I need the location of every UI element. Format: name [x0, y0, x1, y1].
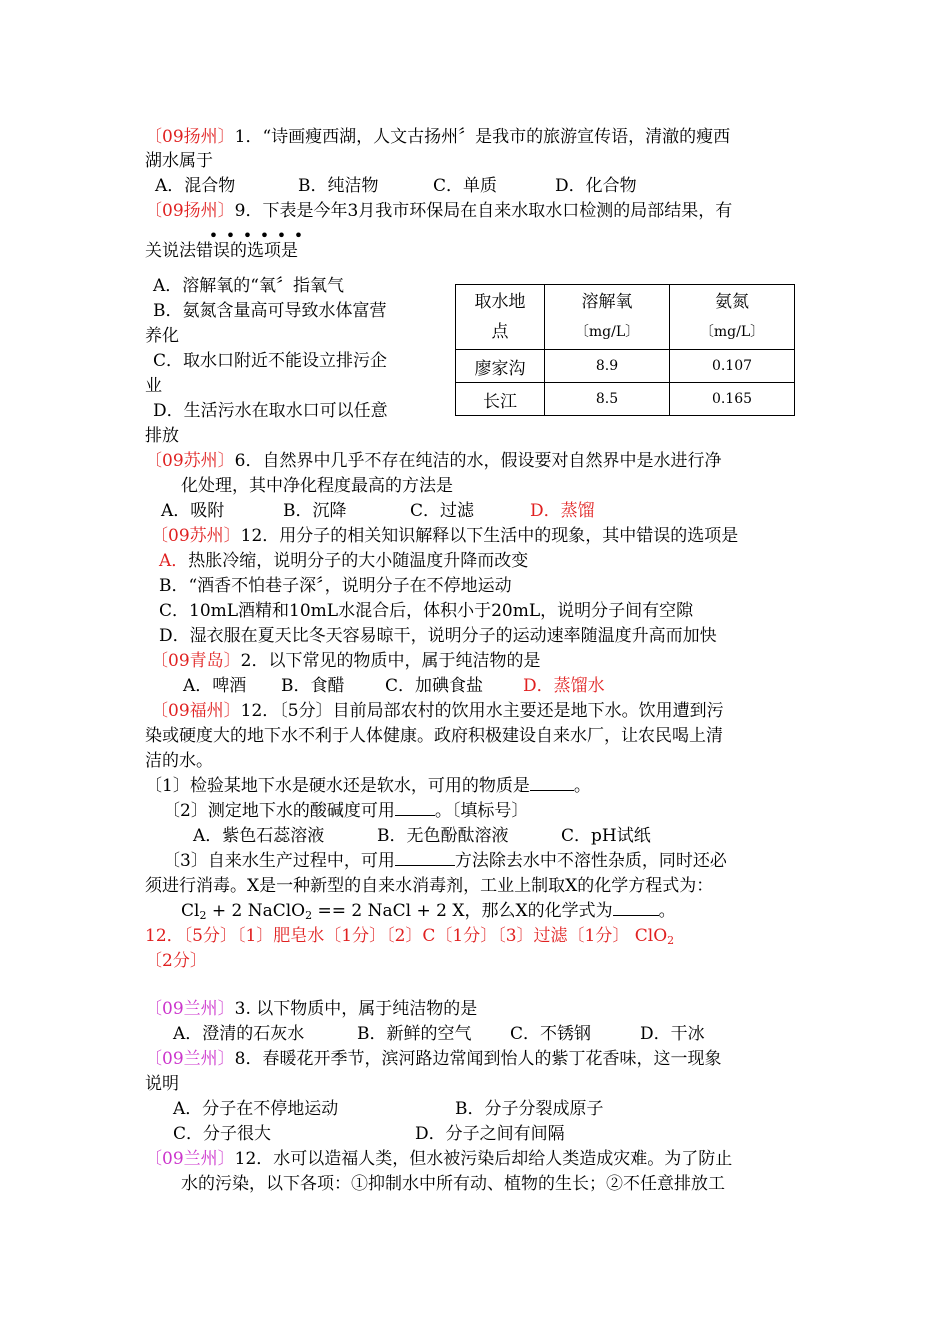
q2q-stem: 〔09青岛〕2．以下常见的物质中，属于纯洁物的是	[151, 651, 541, 671]
q8l-option-d: D．分子之间有间隔	[415, 1124, 565, 1144]
q3l-options	[173, 1023, 705, 1045]
q6-source: 〔09苏州〕	[145, 451, 235, 471]
header-ammonia: 氨氮 〔mg/L〕	[670, 285, 795, 350]
chemical-equation: $Cl_2 + 2$ NaClO$_2$ == 2 NaCl + 2 X，那么X的化学式为 。	[181, 901, 676, 922]
q12s-option-d: D．湿衣服在夏天比冬天容易晾干，说明分子的运动速率随温度升高而加快	[159, 626, 717, 646]
q9-option-b-line2: 养化	[145, 326, 179, 346]
q9-option-c-line1: C．取水口附近不能设立排污企	[153, 351, 388, 371]
header-oxygen: 溶解氧 〔mg/L〕	[545, 285, 670, 350]
cell-oxygen: 8.5	[545, 383, 670, 416]
q12f-option-c: C．pH试纸	[561, 826, 651, 846]
q3l-source: 〔09兰州〕	[145, 999, 235, 1019]
q2q-option-d: D．蒸馏水	[523, 676, 605, 696]
q1-option-c: C．单质	[433, 176, 498, 196]
q9-option-b-line1: B．氨氮含量高可导致水体富营	[153, 301, 387, 321]
q12f-option-b: B．无色酚酞溶液	[377, 826, 509, 846]
q2q-option-a: A．啤酒	[183, 676, 247, 696]
q8l-source: 〔09兰州〕	[145, 1049, 235, 1069]
q9-source: 〔09扬州〕	[145, 201, 235, 221]
q8l-option-c: C．分子很大	[173, 1124, 272, 1144]
q9-stem-line1: 〔09扬州〕9．下表是今年3月我市环保局在自来水取水口检测的局部结果，有	[145, 201, 733, 221]
cell-place: 长江	[456, 383, 545, 416]
q6-option-a: A．吸附	[161, 501, 225, 521]
q12l-stem-line2: 水的污染，以下各项：①抑制水中所有动、植物的生长；②不任意排放工	[181, 1174, 725, 1194]
q2q-option-c: C．加碘食盐	[385, 676, 484, 696]
q8l-stem-line1: 〔09兰州〕8．春暖花开季节，滨河路边常闻到怡人的紫丁花香味，这一现象	[145, 1049, 722, 1069]
q12f-stem-line2: 染或硬度大的地下水不利于人体健康。政府积极建设自来水厂，让农民喝上清	[145, 726, 723, 746]
q9-option-c-line2: 业	[145, 376, 162, 396]
cell-ammonia: 0.165	[670, 383, 795, 416]
q9-option-d-line1: D．生活污水在取水口可以任意	[153, 401, 388, 421]
q6-option-b: B．沉降	[283, 501, 347, 521]
q8l-option-b: B．分子分裂成原子	[455, 1099, 604, 1119]
cell-place: 廖家沟	[456, 350, 545, 383]
q9-emphasis-dots: • • • • • •	[208, 226, 304, 245]
q12f-answer-line2: 〔2分〕	[145, 951, 207, 971]
q6-option-c: C．过滤	[410, 501, 475, 521]
q12s-option-a: A．热胀冷缩，说明分子的大小随温度升降而改变	[159, 551, 529, 571]
q12f-part3-line2: 须进行消毒。X是一种新型的自来水消毒剂，工业上制取X的化学方程式为：	[145, 876, 714, 896]
q1-options	[155, 175, 637, 197]
q3l-stem: 〔09兰州〕3. 以下物质中，属于纯洁物的是	[145, 999, 478, 1019]
q12s-option-c: C．10mL酒精和10mL水混合后，体积小于20mL，说明分子间有空隙	[159, 601, 694, 621]
q8l-option-a: A．分子在不停地运动	[173, 1099, 339, 1119]
q12f-part2: 〔2〕测定地下水的酸碱度可用 。〔填标号〕	[163, 801, 529, 821]
q3l-option-b: B．新鲜的空气	[357, 1024, 472, 1044]
cell-oxygen: 8.9	[545, 350, 670, 383]
q3l-option-a: A．澄清的石灰水	[173, 1024, 305, 1044]
cell-ammonia: 0.107	[670, 350, 795, 383]
q1-source: 〔09扬州〕	[145, 127, 235, 147]
q1-stem-line1: 〔09扬州〕1．“诗画瘦西湖，人文古扬州〞是我市的旅游宣传语，清澈的瘦西	[145, 127, 731, 147]
q12f-answer-line1: 12．〔5分〕〔1〕肥皂水〔1分〕〔2〕C〔1分〕〔3〕过滤〔1分〕 ClO$_2$	[145, 926, 675, 947]
q12l-source: 〔09兰州〕	[145, 1149, 235, 1169]
q12f-part3-line1: 〔3〕自来水生产过程中，可用 方法除去水中不溶性杂质，同时还必	[163, 851, 727, 871]
q1-option-a: A．混合物	[155, 176, 236, 196]
q6-options	[161, 500, 595, 522]
q2q-options	[183, 675, 605, 697]
table-header-row	[456, 285, 795, 350]
q6-stem-line1: 〔09苏州〕6．自然界中几乎不存在纯洁的水，假设要对自然界中是水进行净	[145, 451, 722, 471]
q12f-stem-line3: 洁的水。	[145, 751, 213, 771]
answer-blank-1[interactable]	[530, 776, 574, 791]
answer-blank-2[interactable]	[395, 801, 435, 816]
q9-stem-line2: 关说法错误的选项是	[145, 241, 298, 261]
table-row	[456, 350, 795, 383]
answer-blank-4[interactable]	[613, 901, 659, 916]
q1-stem-line2: 湖水属于	[145, 151, 213, 171]
q12f-part1: 〔1〕检验某地下水是硬水还是软水，可用的物质是 。	[145, 776, 591, 796]
q8l-options-row1	[173, 1098, 604, 1120]
header-place: 取水地 点	[456, 285, 545, 350]
q3l-option-c: C．不锈钢	[510, 1024, 592, 1044]
q12f-source: 〔09福州〕	[151, 701, 241, 721]
q12s-source: 〔09苏州〕	[151, 526, 241, 546]
q12f-stem-line1: 〔09福州〕12．〔5分〕目前局部农村的饮用水主要还是地下水。饮用遭到污	[151, 701, 724, 721]
q6-stem-line2: 化处理，其中净化程度最高的方法是	[181, 476, 453, 496]
answer-blank-3[interactable]	[395, 851, 455, 866]
q2q-source: 〔09青岛〕	[151, 651, 241, 671]
q1-option-d: D．化合物	[555, 176, 637, 196]
water-quality-table	[455, 284, 795, 416]
q2q-option-b: B．食醋	[281, 676, 345, 696]
q12l-stem-line1: 〔09兰州〕12．水可以造福人类，但水被污染后却给人类造成灾难。为了防止	[145, 1149, 733, 1169]
q12s-option-b: B．“酒香不怕巷子深〞，说明分子在不停地运动	[159, 576, 512, 596]
q12s-stem: 〔09苏州〕12．用分子的相关知识解释以下生活中的现象，其中错误的选项是	[151, 526, 739, 546]
q3l-option-d: D．干冰	[640, 1024, 705, 1044]
q9-option-d-line2: 排放	[145, 426, 179, 446]
q8l-options-row2	[173, 1123, 565, 1145]
q12f-option-a: A．紫色石蕊溶液	[193, 826, 325, 846]
q8l-stem-line2: 说明	[145, 1074, 179, 1094]
q6-option-d: D．蒸馏	[530, 501, 595, 521]
q12f-part2-options	[193, 825, 651, 847]
table-row	[456, 383, 795, 416]
q9-option-a: A．溶解氧的“氧〞指氧气	[153, 276, 344, 296]
q1-option-b: B．纯洁物	[298, 176, 379, 196]
